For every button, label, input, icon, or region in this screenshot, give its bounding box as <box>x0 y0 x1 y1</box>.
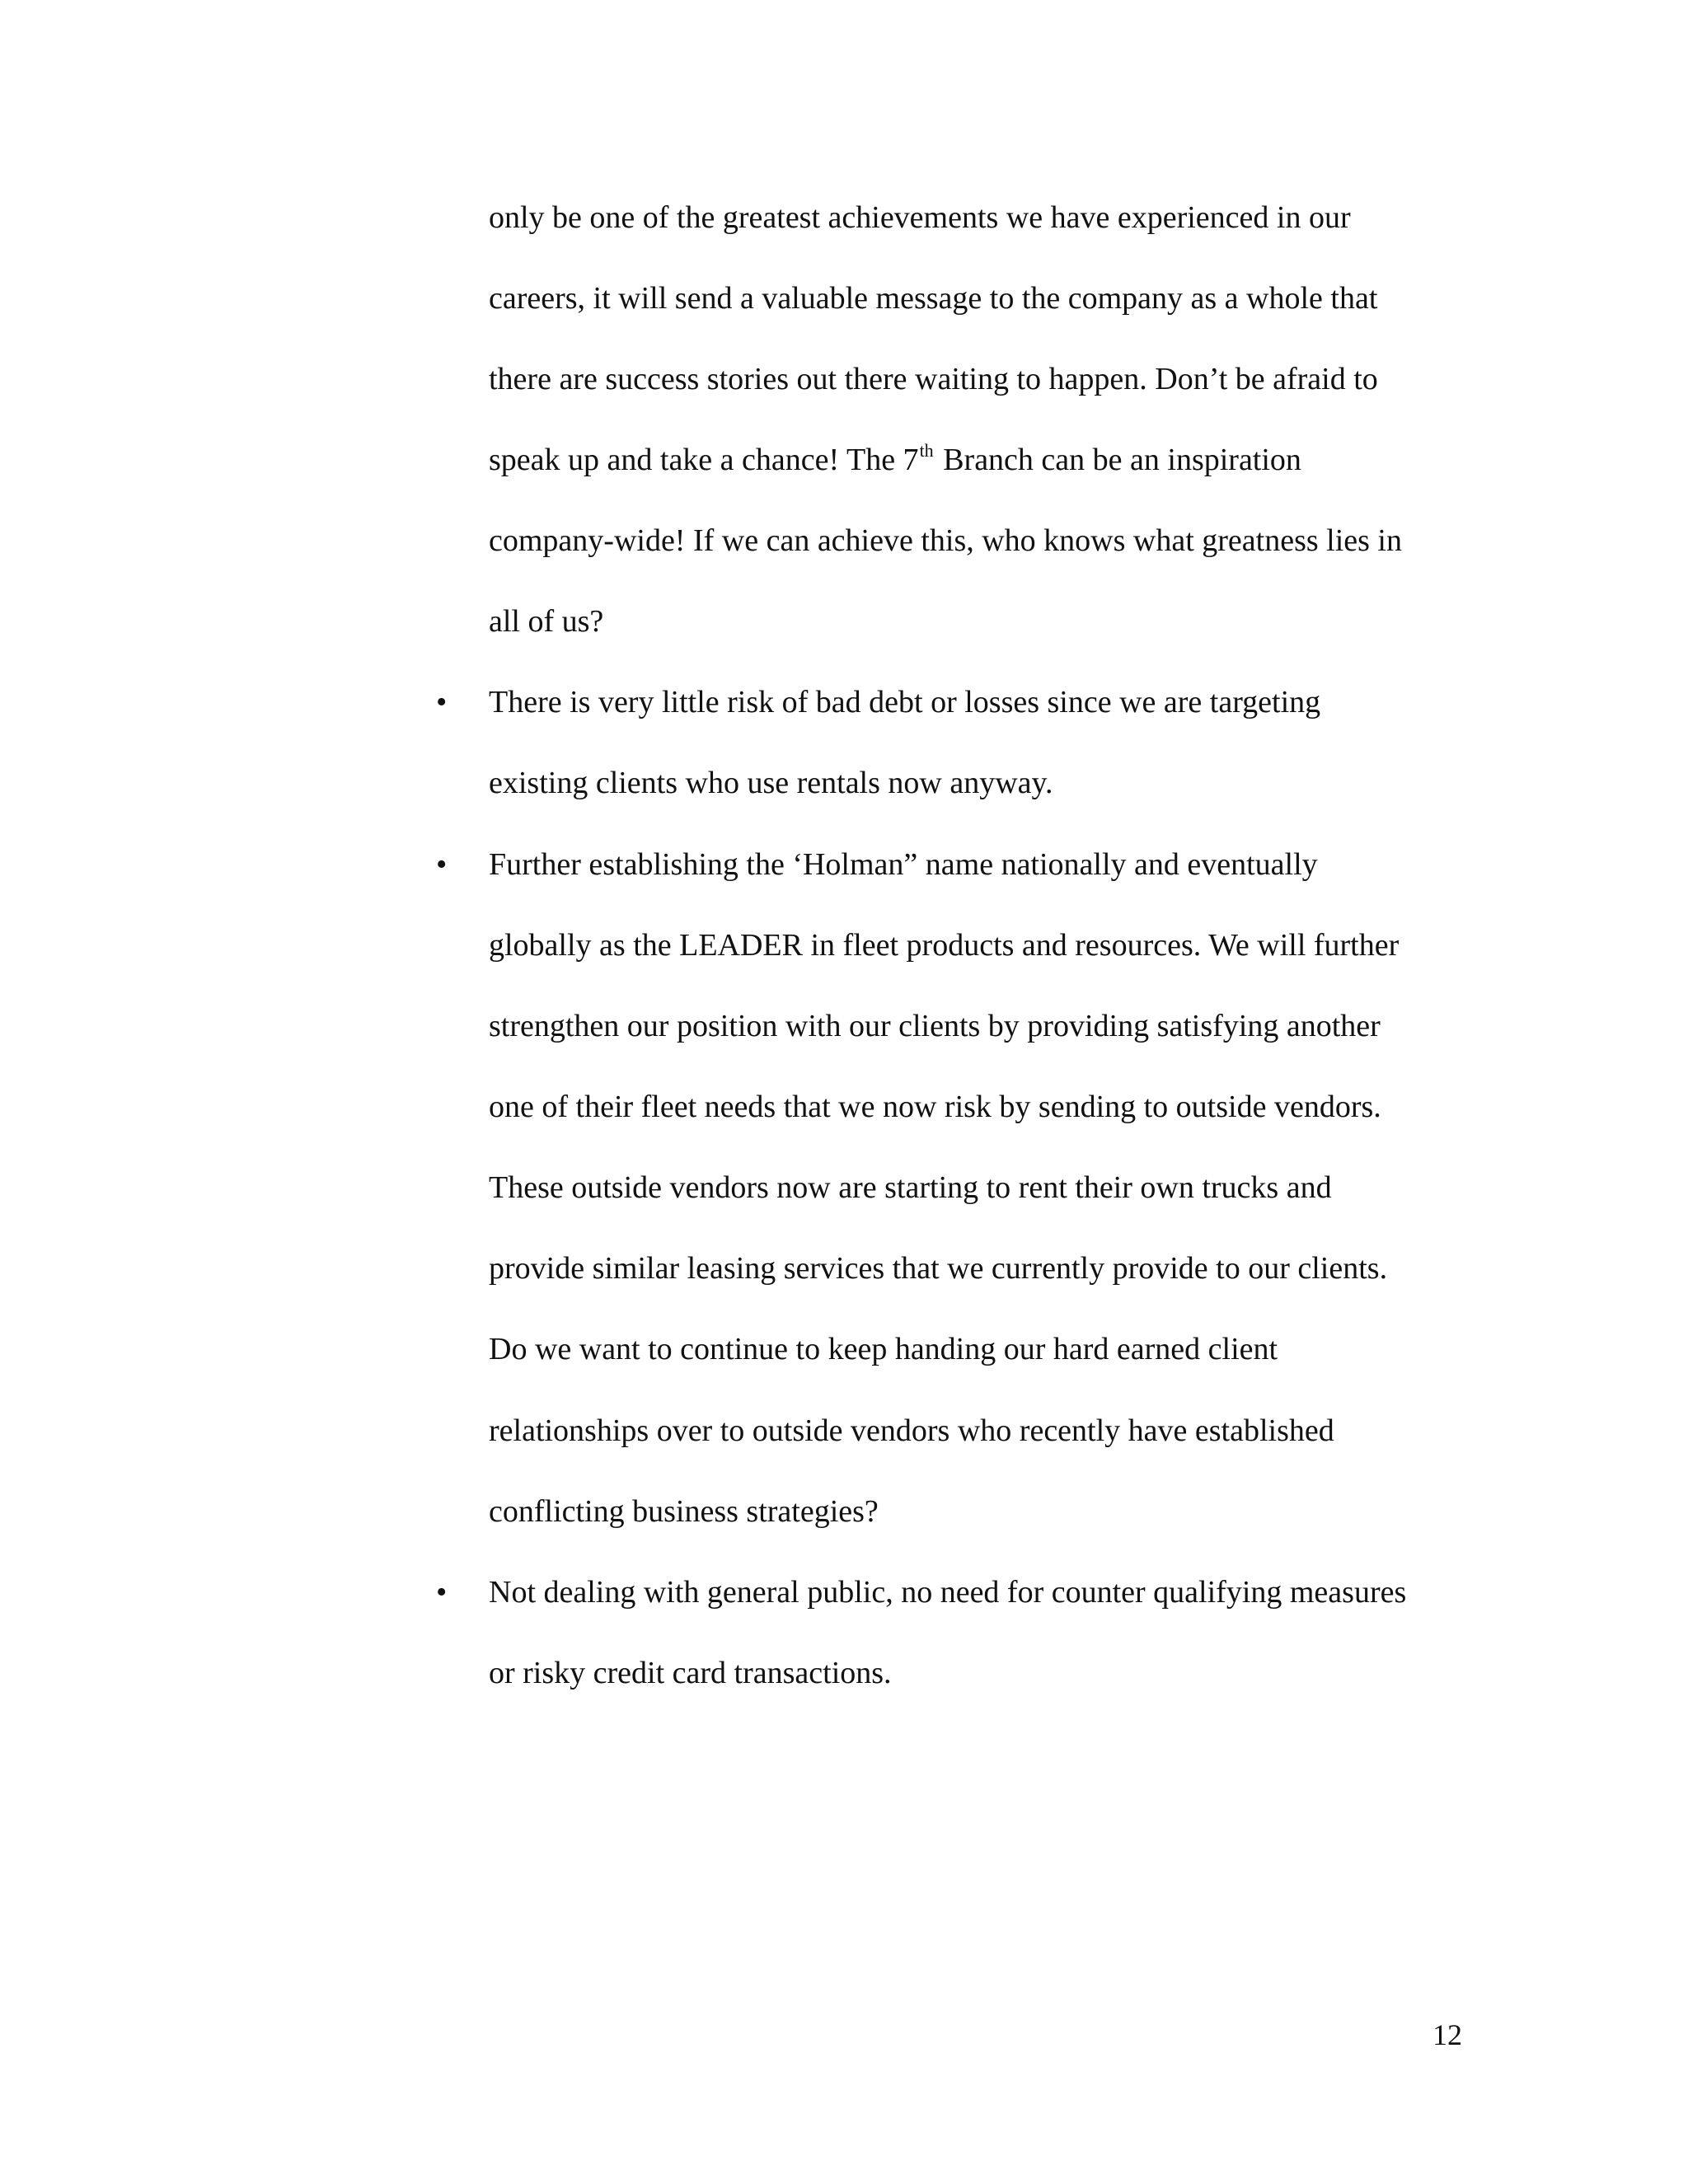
bullet-line: provide similar leasing services that we currently provide to our clients. <box>489 1251 1388 1286</box>
bullet-marker: • <box>436 847 448 882</box>
bullet-line: globally as the LEADER in fleet products and resources. We will further <box>489 928 1400 963</box>
bullet-line: Not dealing with general public, no need for counter qualifying measures <box>489 1575 1407 1610</box>
paragraph-line <box>489 440 1301 480</box>
bullet-line: existing clients who use rentals now anyway. <box>489 766 1053 800</box>
paragraph-line-part: speak up and take a chance! The 7 <box>489 443 919 477</box>
paragraph-line-part: Branch can be an inspiration <box>935 443 1301 477</box>
paragraph-line: all of us? <box>489 604 604 639</box>
bullet-line: relationships over to outside vendors who recently have established <box>489 1413 1334 1448</box>
bullet-line: strengthen our position with our clients by providing satisfying another <box>489 1009 1381 1043</box>
ordinal-superscript: th <box>919 440 934 461</box>
bullet-marker: • <box>436 685 448 719</box>
page-number: 12 <box>1432 2018 1462 2051</box>
bullet-line: or risky credit card transactions. <box>489 1656 892 1690</box>
paragraph-line: there are success stories out there waiting to happen. Don’t be afraid to <box>489 362 1378 396</box>
paragraph-line: careers, it will send a valuable message to the company as a whole that <box>489 281 1378 316</box>
bullet-line: These outside vendors now are starting to rent their own trucks and <box>489 1170 1332 1205</box>
paragraph-line: company-wide! If we can achieve this, who knows what greatness lies in <box>489 523 1402 558</box>
bullet-line: one of their fleet needs that we now risk by sending to outside vendors. <box>489 1090 1381 1124</box>
bullet-line: Further establishing the ‘Holman” name nationally and eventually <box>489 847 1318 882</box>
bullet-line: There is very little risk of bad debt or losses since we are targeting <box>489 685 1321 719</box>
bullet-line: conflicting business strategies? <box>489 1494 879 1529</box>
bullet-marker: • <box>436 1575 448 1610</box>
bullet-line: Do we want to continue to keep handing our hard earned client <box>489 1332 1278 1366</box>
paragraph-line: only be one of the greatest achievements we have experienced in our <box>489 200 1351 235</box>
